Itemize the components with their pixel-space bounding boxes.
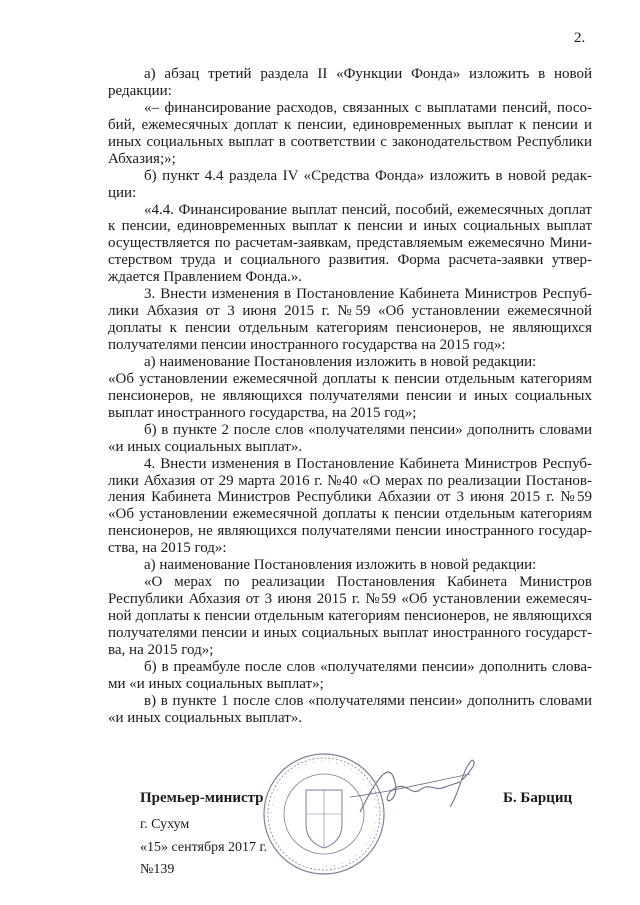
text-line: лики Абхазия от 3 июня 2015 г. №59 «Об установлении ежемесячной [108,303,592,320]
text-line: а) наименование Постановления изложить в новой редакции: [144,557,537,574]
city: г. Сухум [140,817,190,832]
text-line: иных социальных выплат в соответствии с законодательством Республики [108,133,592,150]
text-line: 3. Внести изменения в Постановление Кабинета Министров Респуб- [144,286,592,303]
text-line: ва, на 2015 год»; [108,641,214,658]
text-line: б) пункт 4.4 раздела IV «Средства Фонда» изложить в новой редак- [144,167,592,184]
date: «15» сентября 2017 г. [140,840,268,855]
text-line: получателями пенсии иностранного государства на 2015 год»: [108,337,506,353]
text-line: Республики Абхазия от 3 июня 2015 г. №59 «Об установлении ежемесяч- [108,591,592,608]
text-line: Абхазия;»; [108,150,176,167]
text-line: в) в пункте 1 после слов «получателями пенсии» дополнить словами [144,692,592,709]
svg-text:· · · · · · · · · · · · · · ·: · · · · · · · · · · · · · · · · · · · · · · · · · · · · · · · · [267,757,381,871]
signatory-name: Б. Барциц [503,790,573,806]
text-line: «О мерах по реализации Постановления Кабинета Министров [144,574,592,591]
text-line: пенсионеров, не являющихся получателями пенсии и иных социальных [108,387,592,404]
text-line: выплат иностранного государства, на 2015 год»; [108,404,417,421]
text-line: редакции: [108,82,172,99]
signatory-position: Премьер-министр [140,790,264,806]
text-line: бий, ежемесячных доплат к пенсии, единовременных выплат к пенсии и [108,116,592,133]
text-line: «4.4. Финансирование выплат пенсий, пособий, ежемесячных доплат [144,201,592,218]
text-line: получателями пенсии и иных социальных выплат иностранного государст- [108,624,592,641]
text-line: осуществляется по расчетам-заявкам, представляемым ежемесячно Мини- [108,235,592,252]
text-line: а) абзац третий раздела II «Функции Фонда» изложить в новой [144,66,592,82]
text-line: «и иных социальных выплат». [108,438,303,455]
text-line: пенсионеров, не являющихся получателями пенсии иностранного государ- [108,523,592,540]
text-line: ции: [108,184,137,201]
text-line: ми «и иных социальных выплат»; [108,675,324,692]
text-line: б) в преамбуле после слов «получателями пенсии» дополнить слова- [144,658,592,675]
text-line: «и иных социальных выплат». [108,709,303,726]
handwritten-signature [350,752,490,822]
text-line: ждается Правлением Фонда.». [108,269,302,286]
page-number: 2. [574,30,586,46]
text-line: к пенсии, единовременных выплат к пенсии и иных социальных выплат [108,218,592,235]
text-line: «Об установлении ежемесячной доплаты к пенсии отдельным категориям [108,506,592,523]
document-number: №139 [140,862,175,877]
text-line: б) в пункте 2 после слов «получателями пенсии» дополнить словами [144,421,592,438]
text-line: а) наименование Постановления изложить в новой редакции: [144,353,537,370]
text-line: доплаты к пенсии отдельным категориям пенсионеров, не являющихся [108,320,592,337]
text-line: 4. Внести изменения в Постановление Кабинета Министров Респуб- [144,455,592,472]
text-line: ления Кабинета Министров Республики Абхазии от 3 июня 2015 г. №59 [108,489,592,506]
text-line: ства, на 2015 год»: [108,540,227,557]
text-line: лики Абхазия от 29 марта 2016 г. №40 «О мерах по реализации Постанов- [108,472,592,489]
text-line: ной доплаты к пенсии отдельным категориям пенсионеров, не являющихся [108,608,592,624]
text-line: стерством труда и социального развития. Форма расчета-заявки утвер- [108,252,592,269]
document-body [108,66,592,727]
text-line: «– финансирование расходов, связанных с выплатами пенсий, посо- [144,99,592,116]
text-line: «Об установлении ежемесячной доплаты к пенсии отдельным категориям [108,370,592,387]
